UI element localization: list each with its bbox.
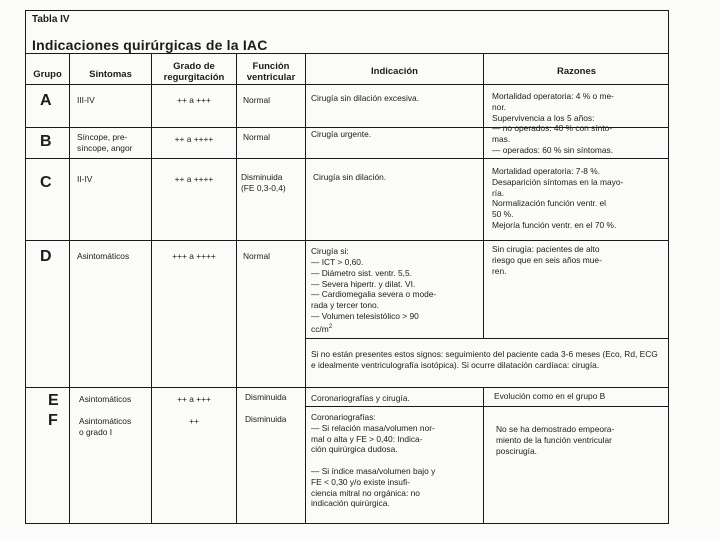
col-rule-5-upper — [483, 53, 484, 338]
row-c-razones: Mortalidad operatoria: 7-8 %. Desaparición síntomas en la mayo- ría. Normalización función ventr. el 50 %. Mejoría función ventr. en el 70 %. — [492, 166, 624, 230]
group-a-label: A — [40, 92, 52, 109]
row-a-grado: ++ a +++ — [177, 95, 211, 105]
header-grado: Grado de regurgitación — [163, 61, 225, 83]
row-b-sintomas: Síncope, pre- síncope, angor — [77, 132, 133, 153]
row-rule-bc — [25, 158, 669, 159]
group-f-label: F — [48, 412, 58, 429]
header-grupo: Grupo — [33, 69, 62, 80]
row-e-razones: Evolución como en el grupo B — [494, 391, 606, 401]
group-c-label: C — [40, 174, 52, 191]
group-d-label: D — [40, 248, 52, 265]
row-e-indicacion: Coronariografías y cirugía. — [311, 393, 410, 403]
row-rule-de — [25, 387, 669, 388]
row-e-sintomas: Asintomáticos — [79, 394, 132, 404]
group-e-label: E — [48, 392, 59, 409]
row-c-funcion: Disminuida (FE 0,3-0,4) — [241, 172, 286, 193]
row-a-funcion: Normal — [243, 95, 270, 105]
row-d-indicacion-title: Cirugía si: — [311, 246, 349, 256]
header-top-rule — [25, 53, 669, 54]
row-c-sintomas: II-IV — [77, 174, 93, 184]
row-rule-cd — [25, 240, 669, 241]
row-d-sintomas: Asintomáticos — [77, 251, 130, 261]
row-c-indicacion: Cirugía sin dilación. — [313, 172, 387, 182]
row-a-sintomas: III-IV — [77, 95, 95, 105]
row-a-indicacion: Cirugía sin dilación excesiva. — [311, 93, 419, 103]
group-b-label: B — [40, 133, 52, 150]
row-d-note: Si no están presentes estos signos: seguimiento del paciente cada 3-6 meses (Eco, Rd, ECG e idealmente ventriculografía isotópica). Si ocurre dilatación cardíaca: cirugía. — [311, 349, 658, 370]
row-f-razones: No se ha demostrado empeora- miento de la función ventricular poscirugía. — [496, 424, 615, 456]
row-rule-ef — [305, 406, 669, 407]
row-d-indicacion-superscript: 2 — [328, 323, 333, 330]
table-label: Tabla IV — [32, 14, 70, 25]
row-e-funcion: Disminuida — [245, 392, 287, 402]
col-rule-4 — [305, 53, 306, 524]
header-funcion: Función ventricular — [246, 61, 296, 83]
row-d-razones: Sin cirugía: pacientes de alto riesgo que en seis años mue- ren. — [492, 244, 602, 276]
row-f-funcion: Disminuida — [245, 414, 287, 424]
row-e-grado: ++ a +++ — [177, 394, 211, 404]
header-indicacion: Indicación — [371, 66, 418, 77]
row-b-funcion: Normal — [243, 132, 270, 142]
row-f-indicacion: Coronariografías: — Si relación masa/volumen nor- mal o alta y FE > 0,40: Indica- ción quirúrgica dudosa. — Si índice masa/volumen bajo y FE < 0,30 y/o existe insufi- ciencia mitral no orgánica: no indicación quirúrgica. — [311, 412, 436, 509]
row-f-grado: ++ — [189, 416, 199, 426]
row-d-grado: +++ a ++++ — [172, 251, 216, 261]
row-d-indicacion-list — [311, 257, 479, 334]
header-sintomas: Síntomas — [89, 69, 132, 80]
header-razones: Razones — [556, 66, 597, 77]
row-f-sintomas: Asintomáticos o grado I — [79, 416, 132, 437]
row-d-indicacion-items: — ICT > 0,60. — Diámetro sist. ventr. 5,5. — Severa hipertr. y dilat. VI. — Cardiomegalia severa o mode- rada y tercer tono. — Volumen telesistólico > 90 cc/m — [311, 257, 437, 334]
header-bottom-rule — [25, 84, 669, 85]
row-rule-d-note — [305, 338, 669, 339]
col-rule-5-lower — [483, 387, 484, 524]
row-c-grado: ++ a ++++ — [174, 174, 214, 184]
row-b-grado: ++ a ++++ — [174, 134, 214, 144]
row-a-razones: Mortalidad operatoria: 4 % o me- nor. Supervivencia a los 5 años: — no operados: 40 % con sínto- mas. — operados: 60 % sin síntomas. — [492, 91, 614, 155]
row-d-funcion: Normal — [243, 251, 270, 261]
col-rule-3 — [236, 53, 237, 524]
col-rule-2 — [151, 53, 152, 524]
table-title: Indicaciones quirúrgicas de la IAC — [32, 37, 268, 53]
col-rule-1 — [69, 53, 70, 524]
row-b-indicacion: Cirugía urgente. — [311, 129, 372, 139]
